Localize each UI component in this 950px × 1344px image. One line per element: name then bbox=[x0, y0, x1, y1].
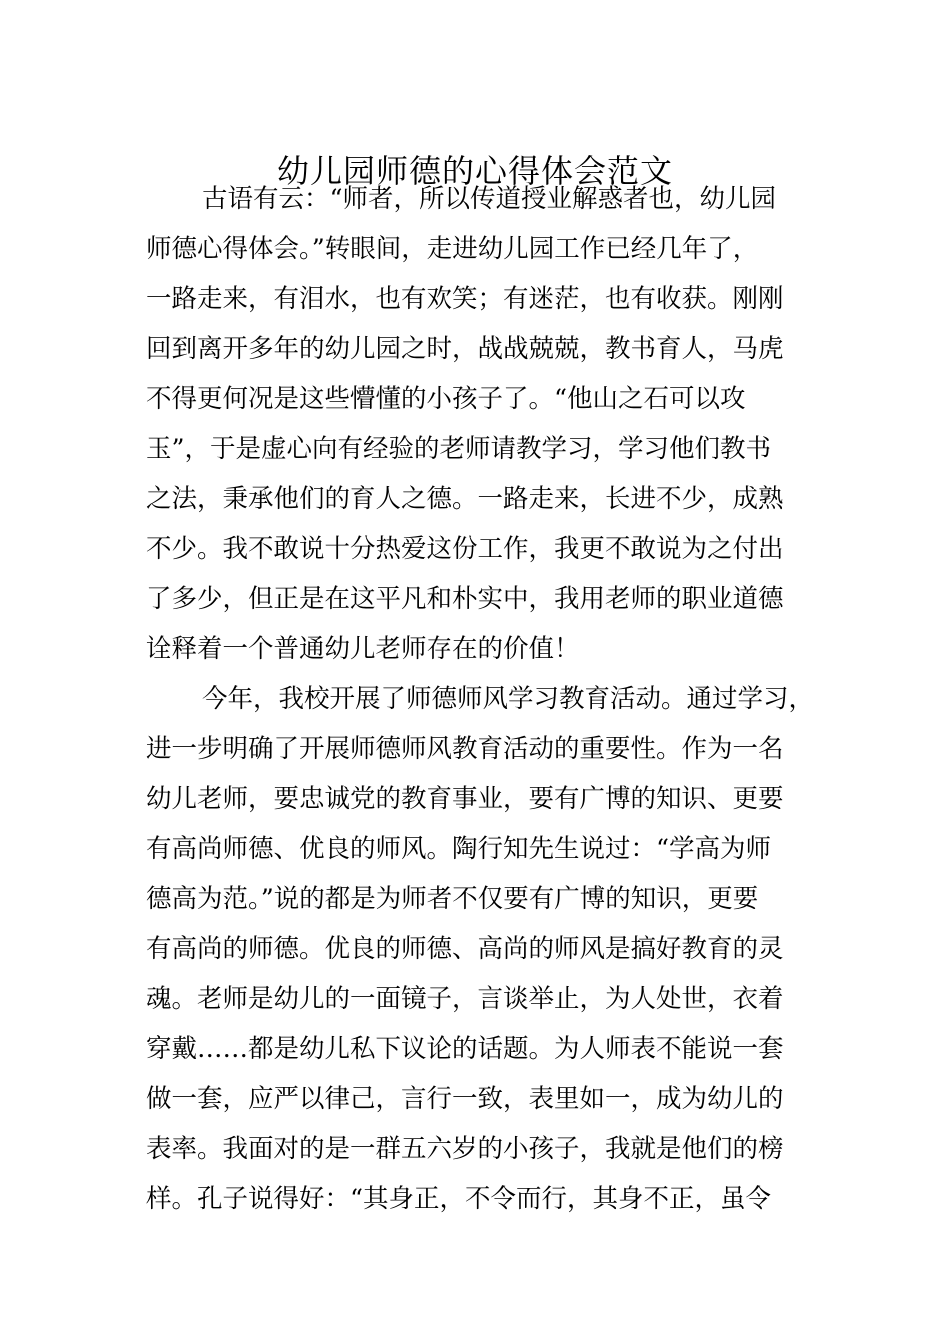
paragraph-2-line-2: 进一步明确了开展师德师风教育活动的重要性。作为一名 bbox=[146, 734, 784, 764]
paragraph-1-line-8: 不少。我不敢说十分热爱这份工作，我更不敢说为之付出 bbox=[146, 534, 784, 564]
document-title: 幼儿园师德的心得体会范文 bbox=[276, 152, 673, 191]
paragraph-2-line-3: 幼儿老师，要忠诚党的教育事业，要有广博的知识、更要 bbox=[146, 784, 784, 814]
paragraph-1-line-7: 之法，秉承他们的育人之德。一路走来，长进不少，成熟 bbox=[146, 484, 784, 514]
paragraph-1-line-2: 师德心得体会。”转眼间，走进幼儿园工作已经几年了， bbox=[146, 234, 759, 264]
paragraph-1-line-10: 诠释着一个普通幼儿老师存在的价值！ bbox=[146, 634, 580, 664]
paragraph-1-line-4: 回到离开多年的幼儿园之时，战战兢兢，教书育人，马虎 bbox=[146, 334, 784, 364]
paragraph-2-line-6: 有高尚的师德。优良的师德、高尚的师风是搞好教育的灵 bbox=[146, 934, 784, 964]
paragraph-1-line-9: 了多少，但正是在这平凡和朴实中，我用老师的职业道德 bbox=[146, 584, 784, 614]
paragraph-1-line-1: 古语有云：“师者，所以传道授业解惑者也，幼儿园 bbox=[202, 184, 777, 214]
paragraph-2-line-4: 有高尚师德、优良的师风。陶行知先生说过：“学高为师 bbox=[146, 834, 772, 864]
paragraph-1-line-6: 玉”，于是虚心向有经验的老师请教学习，学习他们教书 bbox=[146, 434, 772, 464]
paragraph-1-line-5: 不得更何况是这些懵懂的小孩子了。“他山之石可以攻 bbox=[146, 384, 746, 414]
paragraph-1-line-3: 一路走来，有泪水，也有欢笑；有迷茫，也有收获。刚刚 bbox=[146, 284, 784, 314]
paragraph-2-line-5: 德高为范。”说的都是为师者不仅要有广博的知识，更要 bbox=[146, 884, 759, 914]
paragraph-2-line-8: 穿戴……都是幼儿私下议论的话题。为人师表不能说一套 bbox=[146, 1034, 784, 1064]
paragraph-2-line-11: 样。孔子说得好：“其身正，不令而行，其身不正，虽令 bbox=[146, 1184, 772, 1214]
document-body bbox=[146, 174, 815, 1224]
paragraph-2-line-9: 做一套，应严以律己，言行一致，表里如一，成为幼儿的 bbox=[146, 1084, 784, 1114]
paragraph-2-line-1: 今年，我校开展了师德师风学习教育活动。通过学习， bbox=[202, 684, 815, 714]
paragraph-2-line-10: 表率。我面对的是一群五六岁的小孩子，我就是他们的榜 bbox=[146, 1134, 784, 1164]
paragraph-2-line-7: 魂。老师是幼儿的一面镜子，言谈举止，为人处世，衣着 bbox=[146, 984, 784, 1014]
